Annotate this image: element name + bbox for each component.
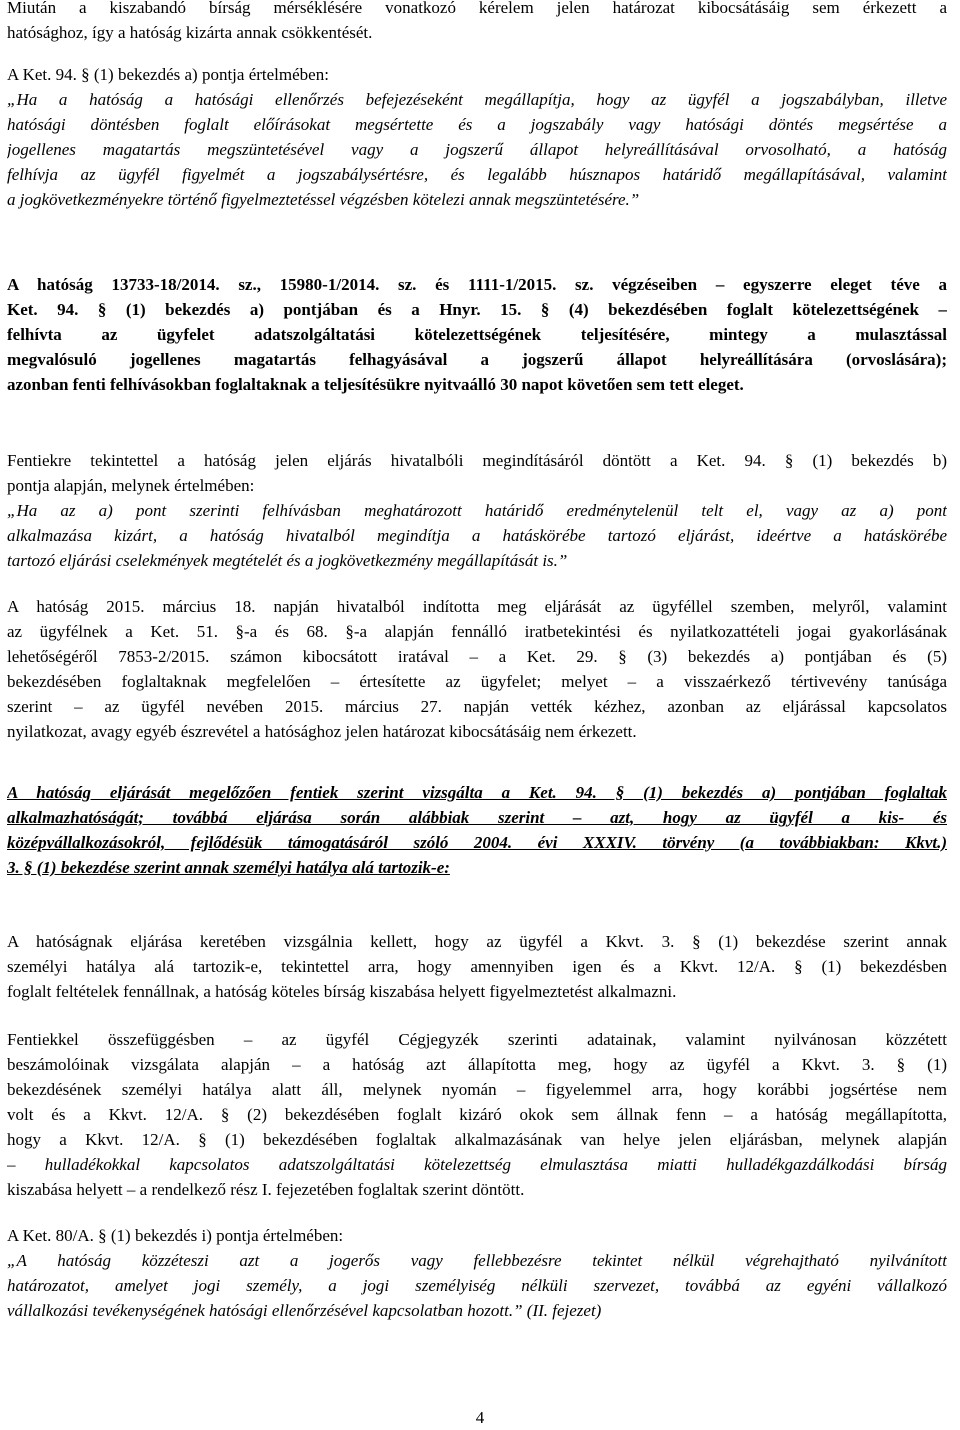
text-line: bekezdésének személyi hatálya alatt áll, melynek nyomán – figyelemmel arra, hogy korábbi jogsértése nem — [7, 1080, 947, 1099]
text-line: – hulladékokkal kapcsolatos adatszolgáltatási kötelezettség elmulasztása miatti hulladékgazdálkodási bírság — [7, 1155, 947, 1174]
text-line: Fentiekkel összefüggésben – az ügyfél Cégjegyzék szerinti adatainak, valamint nyilvánosan közzétett — [7, 1030, 947, 1049]
quote-line: jogellenes magatartás megszüntetésével vagy a jogszerű állapot helyreállításával orvosolható, a hatóság — [7, 140, 947, 159]
text-line: A hatóság 2015. március 18. napján hivatalból indította meg eljárását az ügyféllel szemben, melyről, valamint — [7, 597, 947, 616]
quote-line: felhívja az ügyfél figyelmét a jogszabálysértésre, és legalább húsznapos határidő megállapításával, valamint — [7, 165, 947, 184]
quote-line: határozatot, amelyet jogi személy, a jogi személyiség nélküli szervezet, továbbá az egyéni vállalkozó — [7, 1276, 947, 1295]
paragraph-summons — [7, 272, 947, 397]
quote-line: tartozó eljárási cselekmények megtételét és a jogkövetkezmény megállapítását is.” — [7, 551, 568, 570]
text-line: személyi hatálya alá tartozik-e, tekintettel arra, hogy amennyiben igen és a Kkvt. 12/A. § (1) bekezdésben — [7, 957, 947, 976]
paragraph-kkvt-finding — [7, 1027, 947, 1202]
quote-line: „A hatóság közzéteszi azt a jogerős vagy fellebbezésre tekintet nélkül végrehajtható nyilvánított — [7, 1251, 947, 1270]
citation-intro: A Ket. 94. § (1) bekezdés a) pontja értelmében: — [7, 65, 329, 84]
section-heading-kkvt — [7, 780, 947, 880]
quote-line: a jogkövetkezményekre történő figyelmeztetéssel végzésben kötelezi annak megszüntetésére.” — [7, 190, 640, 209]
text-line: A hatóságnak eljárása keretében vizsgálnia kellett, hogy az ügyfél a Kkvt. 3. § (1) bekezdése szerint annak — [7, 932, 947, 951]
text-line: bekezdésében foglaltaknak megfelelően – értesítette az ügyfelet; melyet – a visszaérkező tértivevény tanúsága — [7, 672, 947, 691]
quote-line: vállalkozási tevékenységének hatósági ellenőrzésével kapcsolatban hozott.” (II. fejezet) — [7, 1301, 602, 1320]
paragraph-procedure-start — [7, 594, 947, 744]
quote-line: „Ha az a) pont szerinti felhívásban meghatározott határidő eredménytelenül telt el, vagy az a) pont — [7, 501, 947, 520]
text-line: nyilatkozat, avagy egyéb észrevétel a hatósághoz jelen határozat kibocsátásáig nem érkezett. — [7, 722, 637, 741]
text-line: pontja alapján, melynek értelmében: — [7, 476, 255, 495]
text-line: szerint – az ügyfél nevében 2015. március 27. napján vették kézhez, azonban az eljárással kapcsolatos — [7, 697, 947, 716]
paragraph-ket-80a — [7, 1223, 947, 1323]
text-line: Fentiekre tekintettel a hatóság jelen eljárás hivatalbóli megindításáról döntött a Ket. 94. § (1) bekezdés b) — [7, 451, 947, 470]
paragraph-kkvt-examination — [7, 929, 947, 1004]
text-line: foglalt feltételek fennállnak, a hatóság köteles bírság kiszabása helyett figyelmeztetést alkalmazni. — [7, 982, 677, 1001]
text-line: volt és a Kkvt. 12/A. § (2) bekezdésében foglalt kizáró okok sem állnak fenn – a hatóság megállapította, — [7, 1105, 947, 1124]
text-line: hogy a Kkvt. 12/A. § (1) bekezdésében foglaltak alkalmazásának van helye jelen eljárásban, melynek alapján — [7, 1130, 947, 1149]
quote-line: alkalmazása kizárt, a hatóság hivatalból megindítja a hatáskörébe tartozó eljárást, ideértve a hatáskörébe — [7, 526, 947, 545]
paragraph-ket-94-a — [7, 62, 947, 212]
text-line: lehetőségéről 7853-2/2015. számon kibocsátott iratával – a Ket. 29. § (3) bekezdés a) pontjában és (5) — [7, 647, 947, 666]
heading-line: középvállalkozásokról, fejlődésük támogatásáról szóló 2004. évi XXXIV. törvény (a továbbiakban: Kkvt.) — [7, 833, 947, 852]
text-line: megvalósuló jogellenes magatartás felhagyásával a jogszerű állapot helyreállítására (orvoslására); — [7, 350, 947, 369]
paragraph-fine-reduction — [7, 0, 947, 45]
text-line: felhívta az ügyfelet adatszolgáltatási kötelezettségének teljesítésére, mintegy a mulasztással — [7, 325, 947, 344]
text-line: beszámolóinak vizsgálata alapján – a hatóság azt állapította meg, hogy az ügyfél a Kkvt. 3. § (1) — [7, 1055, 947, 1074]
text-line: Ket. 94. § (1) bekezdés a) pontjában és a Hnyr. 15. § (4) bekezdésében foglalt kötelezettségének – — [7, 300, 947, 319]
quote-line: „Ha a hatóság a hatósági ellenőrzés befejezéseként megállapítja, hogy az ügyfél a jogszabályban, illetve — [7, 90, 947, 109]
text-line: kiszabása helyett – a rendelkező rész I. fejezetében foglaltak szerint döntött. — [7, 1180, 525, 1199]
text-line: azonban fenti felhívásokban foglaltaknak a teljesítésükre nyitvaálló 30 napot követően sem tett eleget. — [7, 375, 744, 394]
heading-line: A hatóság eljárását megelőzően fentiek szerint vizsgálta a Ket. 94. § (1) bekezdés a) pontjában foglaltak — [7, 783, 947, 802]
heading-line: 3. § (1) bekezdése szerint annak személyi hatálya alá tartozik-e: — [7, 858, 450, 877]
quote-line: hatósági döntésben foglalt előírásokat megsértette és a jogszabály vagy hatósági döntés megsértése a — [7, 115, 947, 134]
text-line: az ügyfélnek a Ket. 51. §-a és 68. §-a alapján fennálló iratbetekintési és nyilatkozattételi jogai gyakorlásának — [7, 622, 947, 641]
page-number: 4 — [475, 1408, 485, 1427]
text-line: hatósághoz, így a hatóság kizárta annak csökkentését. — [7, 23, 373, 42]
heading-line: alkalmazhatóságát; továbbá eljárása során alábbiak szerint – azt, hogy az ügyfél a kis- és — [7, 808, 947, 827]
text-line: Miután a kiszabandó bírság mérséklésére vonatkozó kérelem jelen határozat kibocsátásáig sem érkezett a — [7, 0, 947, 17]
text-line: A hatóság 13733-18/2014. sz., 15980-1/2014. sz. és 1111-1/2015. sz. végzéseiben – egyszerre eleget téve a — [7, 275, 947, 294]
citation-intro: A Ket. 80/A. § (1) bekezdés i) pontja értelmében: — [7, 1226, 344, 1245]
paragraph-ket-94-b — [7, 448, 947, 573]
